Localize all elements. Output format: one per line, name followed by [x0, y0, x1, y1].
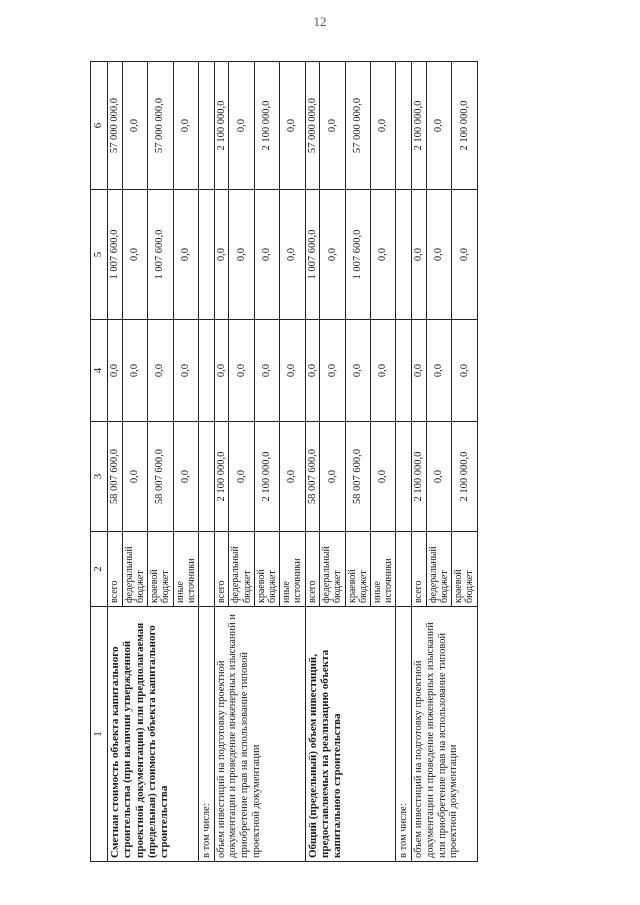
value-cell: 0,0: [305, 320, 320, 422]
value-cell: 57 000 000,0: [345, 62, 370, 190]
value-cell: 0,0: [173, 422, 198, 532]
empty-cell: [198, 422, 214, 532]
value-cell: 0,0: [229, 62, 254, 190]
value-cell: 0,0: [426, 190, 451, 320]
table-row: [214, 62, 229, 862]
value-cell: 0,0: [320, 190, 345, 320]
funding-source: краевой бюджет: [345, 532, 370, 607]
table-row: [412, 62, 427, 862]
value-cell: 1 007 600,0: [108, 190, 123, 320]
value-cell: 58 007 600,0: [148, 422, 173, 532]
empty-cell: [396, 190, 412, 320]
empty-cell: [396, 532, 412, 607]
value-cell: 0,0: [280, 422, 305, 532]
funding-source: федеральный бюджет: [122, 532, 147, 607]
value-cell: 2 100 000,0: [452, 62, 477, 190]
header-cell: 3: [91, 422, 108, 532]
value-cell: 2 100 000,0: [412, 62, 427, 190]
funding-source: всего: [305, 532, 320, 607]
value-cell: 0,0: [426, 422, 451, 532]
value-cell: 0,0: [371, 320, 396, 422]
including-row: [198, 62, 214, 862]
value-cell: 0,0: [122, 62, 147, 190]
value-cell: 0,0: [371, 190, 396, 320]
table-wrapper: [90, 62, 555, 862]
value-cell: 57 000 000,0: [108, 62, 123, 190]
empty-cell: [198, 320, 214, 422]
including-label: в том числе:: [396, 607, 412, 862]
value-cell: 1 007 600,0: [148, 190, 173, 320]
value-cell: 0,0: [452, 190, 477, 320]
value-cell: 0,0: [214, 190, 229, 320]
empty-cell: [198, 190, 214, 320]
value-cell: 2 100 000,0: [214, 422, 229, 532]
value-cell: 0,0: [122, 320, 147, 422]
funding-source: иные источники: [280, 532, 305, 607]
value-cell: 58 007 600,0: [108, 422, 123, 532]
table-row: [305, 62, 320, 862]
funding-source: иные источники: [371, 532, 396, 607]
empty-cell: [198, 62, 214, 190]
funding-source: федеральный бюджет: [320, 532, 345, 607]
value-cell: 0,0: [320, 62, 345, 190]
funding-source: иные источники: [173, 532, 198, 607]
value-cell: 0,0: [426, 320, 451, 422]
funding-source: всего: [412, 532, 427, 607]
value-cell: 1 007 600,0: [345, 190, 370, 320]
header-row: [91, 62, 108, 862]
funding-source: федеральный бюджет: [229, 532, 254, 607]
value-cell: 0,0: [148, 320, 173, 422]
header-cell: 4: [91, 320, 108, 422]
funding-source: краевой бюджет: [148, 532, 173, 607]
including-row: [396, 62, 412, 862]
value-cell: 0,0: [371, 62, 396, 190]
value-cell: 2 100 000,0: [412, 422, 427, 532]
empty-cell: [396, 320, 412, 422]
value-cell: 0,0: [229, 320, 254, 422]
header-cell: 6: [91, 62, 108, 190]
section-title: Сметная стоимость объекта капитального строительства (при наличии утвержденной проектной документации) или предполагаемая (предельная) стоимость объекта капитального строительства: [108, 607, 199, 862]
funding-source: всего: [108, 532, 123, 607]
empty-cell: [198, 532, 214, 607]
value-cell: 0,0: [254, 320, 279, 422]
including-label: в том числе:: [198, 607, 214, 862]
value-cell: 58 007 600,0: [345, 422, 370, 532]
value-cell: 0,0: [280, 190, 305, 320]
value-cell: 2 100 000,0: [452, 422, 477, 532]
value-cell: 0,0: [214, 320, 229, 422]
value-cell: 1 007 600,0: [305, 190, 320, 320]
rotated-page-area: [90, 62, 555, 862]
value-cell: 0,0: [122, 190, 147, 320]
value-cell: 0,0: [122, 422, 147, 532]
value-cell: 0,0: [229, 422, 254, 532]
value-cell: 2 100 000,0: [254, 422, 279, 532]
empty-cell: [396, 422, 412, 532]
value-cell: 0,0: [108, 320, 123, 422]
empty-cell: [396, 62, 412, 190]
value-cell: 0,0: [412, 320, 427, 422]
value-cell: 0,0: [371, 422, 396, 532]
value-cell: 0,0: [412, 190, 427, 320]
value-cell: 0,0: [173, 320, 198, 422]
value-cell: 0,0: [173, 62, 198, 190]
value-cell: 0,0: [254, 190, 279, 320]
header-cell: 1: [91, 607, 108, 862]
page-number: 12: [313, 14, 327, 29]
header-cell: 2: [91, 532, 108, 607]
funding-source: краевой бюджет: [254, 532, 279, 607]
value-cell: 0,0: [345, 320, 370, 422]
funding-source: всего: [214, 532, 229, 607]
value-cell: 0,0: [280, 320, 305, 422]
header-cell: 5: [91, 190, 108, 320]
value-cell: 57 000 000,0: [148, 62, 173, 190]
value-cell: 0,0: [173, 190, 198, 320]
value-cell: 58 007 600,0: [305, 422, 320, 532]
value-cell: 2 100 000,0: [214, 62, 229, 190]
value-cell: 0,0: [452, 320, 477, 422]
table-row: [108, 62, 123, 862]
value-cell: 0,0: [320, 422, 345, 532]
funding-source: федеральный бюджет: [426, 532, 451, 607]
value-cell: 0,0: [280, 62, 305, 190]
investment-table: [90, 61, 478, 862]
value-cell: 0,0: [229, 190, 254, 320]
value-cell: 57 000 000,0: [305, 62, 320, 190]
section-title: объем инвестиций на подготовку проектной документации и проведение инженерных изысканий и приобретение прав на использование типовой проектной документации: [214, 607, 305, 862]
section-title: Общий (предельный) объем инвестиций, предоставляемых на реализацию объекта капитального строительства: [305, 607, 396, 862]
funding-source: краевой бюджет: [452, 532, 477, 607]
value-cell: 2 100 000,0: [254, 62, 279, 190]
value-cell: 0,0: [320, 320, 345, 422]
value-cell: 0,0: [426, 62, 451, 190]
section-title: объем инвестиций на подготовку проектной документации и проведение инженерных изысканий или приобретение прав на использование типовой проектной документации: [412, 607, 478, 862]
